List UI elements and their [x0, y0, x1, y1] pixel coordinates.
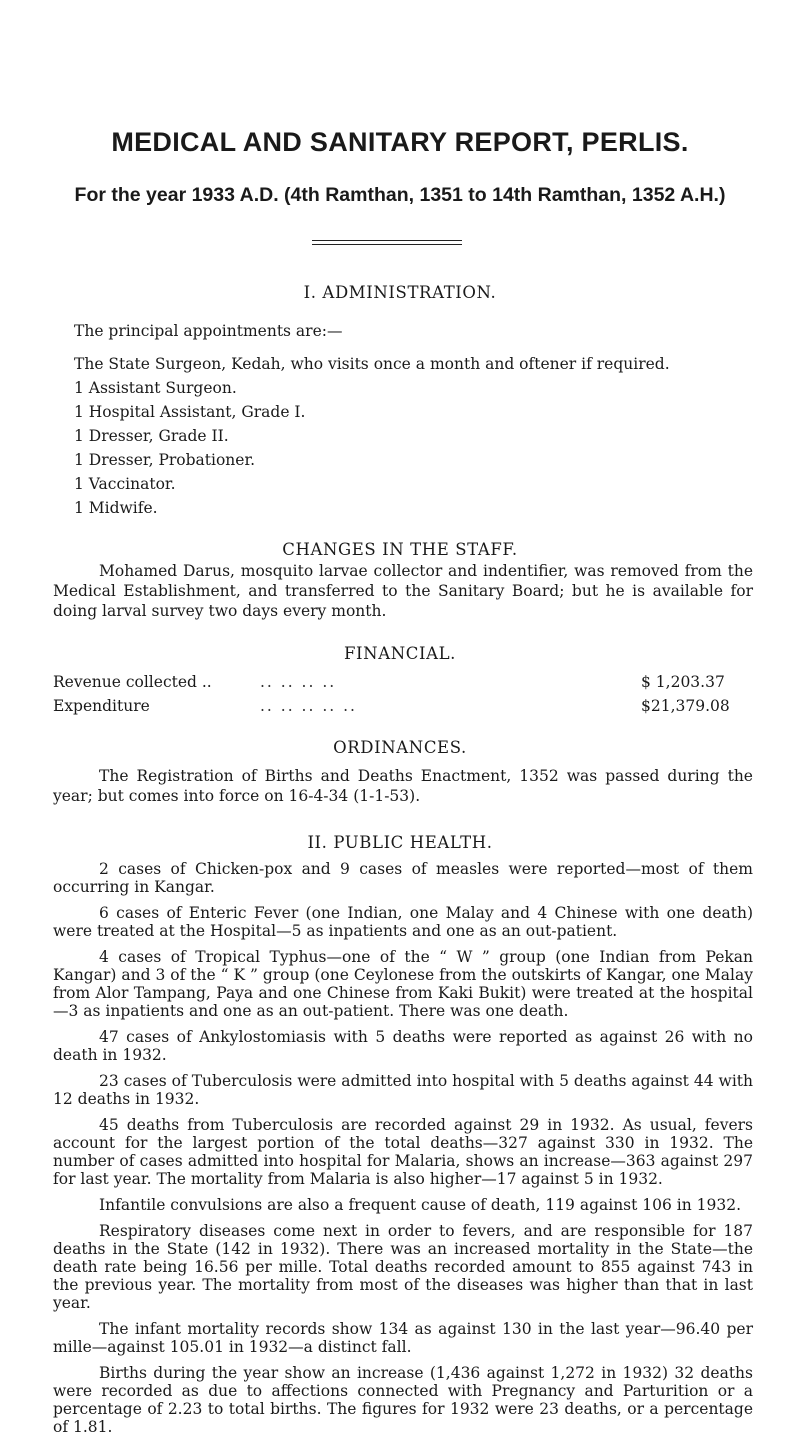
financial-heading: FINANCIAL.: [343, 644, 457, 663]
public-health-paragraph: 23 cases of Tuberculosis were admitted into hospital with 5 deaths against 44 with 12 deaths in 1932.: [53, 1072, 753, 1108]
appointment-item: 1 Vaccinator.: [74, 475, 176, 493]
public-health-paragraph: 47 cases of Ankylostomiasis with 5 deaths were reported as against 26 with no death in 1932.: [53, 1028, 753, 1064]
public-health-paragraph: 2 cases of Chicken-pox and 9 cases of measles were reported—most of them occurring in Kangar.: [53, 860, 753, 896]
public-health-paragraph: Infantile convulsions are also a frequent cause of death, 119 against 106 in 1932.: [99, 1196, 742, 1214]
staff-changes-heading: CHANGES IN THE STAFF.: [282, 540, 518, 559]
appointment-item: 1 Hospital Assistant, Grade I.: [74, 403, 306, 421]
expenditure-label: Expenditure: [53, 697, 150, 715]
revenue-label: Revenue collected ..: [53, 673, 212, 691]
administration-heading: I. ADMINISTRATION.: [303, 283, 497, 302]
appointment-item: 1 Dresser, Grade II.: [74, 427, 229, 445]
appointments-intro: The principal appointments are:—: [74, 322, 343, 340]
appointment-item: The State Surgeon, Kedah, who visits once a month and oftener if required.: [74, 355, 670, 373]
title-rule: [312, 240, 462, 241]
appointment-item: 1 Midwife.: [74, 499, 158, 517]
public-health-paragraph: The infant mortality records show 134 as against 130 in the last year—96.40 per mille—against 105.01 in 1932—a distinct fall.: [53, 1320, 753, 1356]
revenue-value: $ 1,203.37: [641, 673, 725, 691]
ordinances-text: The Registration of Births and Deaths Enactment, 1352 was passed during the year; but comes into force on 16-4-34 (1-1-53).: [53, 767, 753, 805]
report-title: MEDICAL AND SANITARY REPORT, PERLIS.: [111, 127, 689, 157]
revenue-leader: .. .. .. ..: [260, 673, 337, 691]
report-subtitle: For the year 1933 A.D. (4th Ramthan, 1351 to 14th Ramthan, 1352 A.H.): [74, 184, 726, 206]
public-health-paragraph: 4 cases of Tropical Typhus—one of the “ W ” group (one Indian from Pekan Kangar) and 3 of the “ K ” group (one Ceylonese from the outskirts of Kangar, one Malay from Alor Tampang, Paya and one Chinese from Kaki Bukit) were treated at the hospital—3 as inpatients and one as an out-patient. There was one death.: [53, 948, 753, 1020]
ordinances-heading: ORDINANCES.: [333, 738, 467, 757]
title-rule-double: [312, 244, 462, 245]
expenditure-value: $21,379.08: [641, 697, 730, 715]
public-health-paragraph: Births during the year show an increase (1,436 against 1,272 in 1932) 32 deaths were recorded as due to affections connected with Pregnancy and Parturition or a percentage of 2.23 to total births. The figures for 1932 were 23 deaths, or a percentage of 1.81.: [53, 1364, 753, 1436]
public-health-paragraph: 6 cases of Enteric Fever (one Indian, one Malay and 4 Chinese with one death) were treated at the Hospital—5 as inpatients and one as an out-patient.: [53, 904, 753, 940]
appointment-item: 1 Dresser, Probationer.: [74, 451, 256, 469]
expenditure-leader: .. .. .. .. ..: [260, 697, 357, 715]
public-health-paragraph: Respiratory diseases come next in order to fevers, and are responsible for 187 deaths in the State (142 in 1932). There was an increased mortality in the State—the death rate being 16.56 per mille. Total deaths recorded amount to 855 against 743 in the previous year. The mortality from most of the diseases was higher than that in last year.: [53, 1222, 753, 1312]
public-health-paragraph: 45 deaths from Tuberculosis are recorded against 29 in 1932. As usual, fevers account for the largest portion of the total deaths—327 against 330 in 1932. The number of cases admitted into hospital for Malaria, shows an increase—363 against 297 for last year. The mortality from Malaria is also higher—17 against 5 in 1932.: [53, 1116, 753, 1188]
appointment-item: 1 Assistant Surgeon.: [74, 379, 237, 397]
staff-changes-text: Mohamed Darus, mosquito larvae collector and indentifier, was removed from the Medical Establishment, and transferred to the Sanitary Board; but he is available for doing larval survey two days every month.: [53, 562, 753, 620]
public-health-heading: II. PUBLIC HEALTH.: [307, 833, 493, 852]
